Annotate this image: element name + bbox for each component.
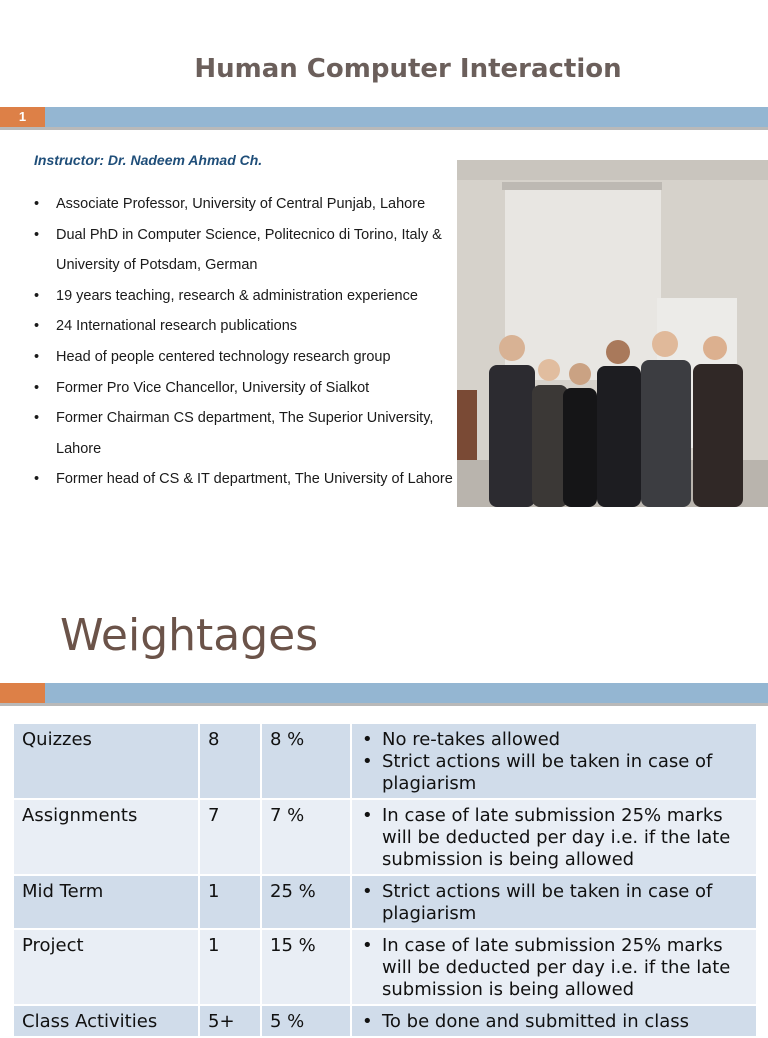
component-cell: Project xyxy=(13,929,199,1005)
instructor-name: Instructor: Dr. Nadeem Ahmad Ch. xyxy=(34,152,263,168)
note-item: • In case of late submission 25% marks will be deducted per day i.e. if the late submission is being allowed xyxy=(360,805,748,871)
bio-item: • Associate Professor, University of Central Punjab, Lahore xyxy=(34,189,454,220)
note-item: • Strict actions will be taken in case of plagiarism xyxy=(360,751,748,795)
bio-list xyxy=(34,189,454,495)
slide-number: 1 xyxy=(0,107,45,127)
accent-block xyxy=(0,683,45,703)
table-row xyxy=(13,799,757,875)
percent-cell: 7 % xyxy=(261,799,351,875)
table-row xyxy=(13,1005,757,1037)
percent-cell: 5 % xyxy=(261,1005,351,1037)
note-item: • In case of late submission 25% marks will be deducted per day i.e. if the late submission is being allowed xyxy=(360,935,748,1001)
notes-cell xyxy=(351,1005,757,1037)
slide-title: Human Computer Interaction xyxy=(194,54,622,84)
bio-item: • Head of people centered technology research group xyxy=(34,342,454,373)
count-cell: 1 xyxy=(199,875,261,929)
table-row xyxy=(13,723,757,799)
bio-item: • Former Pro Vice Chancellor, University of Sialkot xyxy=(34,373,454,404)
note-item: • No re-takes allowed xyxy=(360,729,748,751)
bio-item: • 24 International research publications xyxy=(34,311,454,342)
note-item: • To be done and submitted in class xyxy=(360,1011,748,1033)
header-bar xyxy=(0,107,768,130)
table-row xyxy=(13,875,757,929)
notes-cell xyxy=(351,875,757,929)
bio-item: • Former head of CS & IT department, The University of Lahore xyxy=(34,464,454,495)
weightages-title: Weightages xyxy=(60,610,319,661)
bio-item: • 19 years teaching, research & administration experience xyxy=(34,281,454,312)
count-cell: 7 xyxy=(199,799,261,875)
bio-item: • Former Chairman CS department, The Superior University, Lahore xyxy=(34,403,454,464)
percent-cell: 15 % xyxy=(261,929,351,1005)
notes-cell xyxy=(351,799,757,875)
bio-item: • Dual PhD in Computer Science, Politecnico di Torino, Italy & University of Potsdam, German xyxy=(34,220,454,281)
group-photo-graphic xyxy=(457,160,768,507)
note-item: • Strict actions will be taken in case of plagiarism xyxy=(360,881,748,925)
weightage-table xyxy=(12,722,758,1038)
component-cell: Assignments xyxy=(13,799,199,875)
component-cell: Quizzes xyxy=(13,723,199,799)
component-cell: Mid Term xyxy=(13,875,199,929)
group-photo xyxy=(457,160,768,507)
count-cell: 8 xyxy=(199,723,261,799)
percent-cell: 25 % xyxy=(261,875,351,929)
notes-cell xyxy=(351,723,757,799)
notes-cell xyxy=(351,929,757,1005)
component-cell: Class Activities xyxy=(13,1005,199,1037)
percent-cell: 8 % xyxy=(261,723,351,799)
count-cell: 1 xyxy=(199,929,261,1005)
section-bar xyxy=(0,683,768,706)
count-cell: 5+ xyxy=(199,1005,261,1037)
table-row xyxy=(13,929,757,1005)
